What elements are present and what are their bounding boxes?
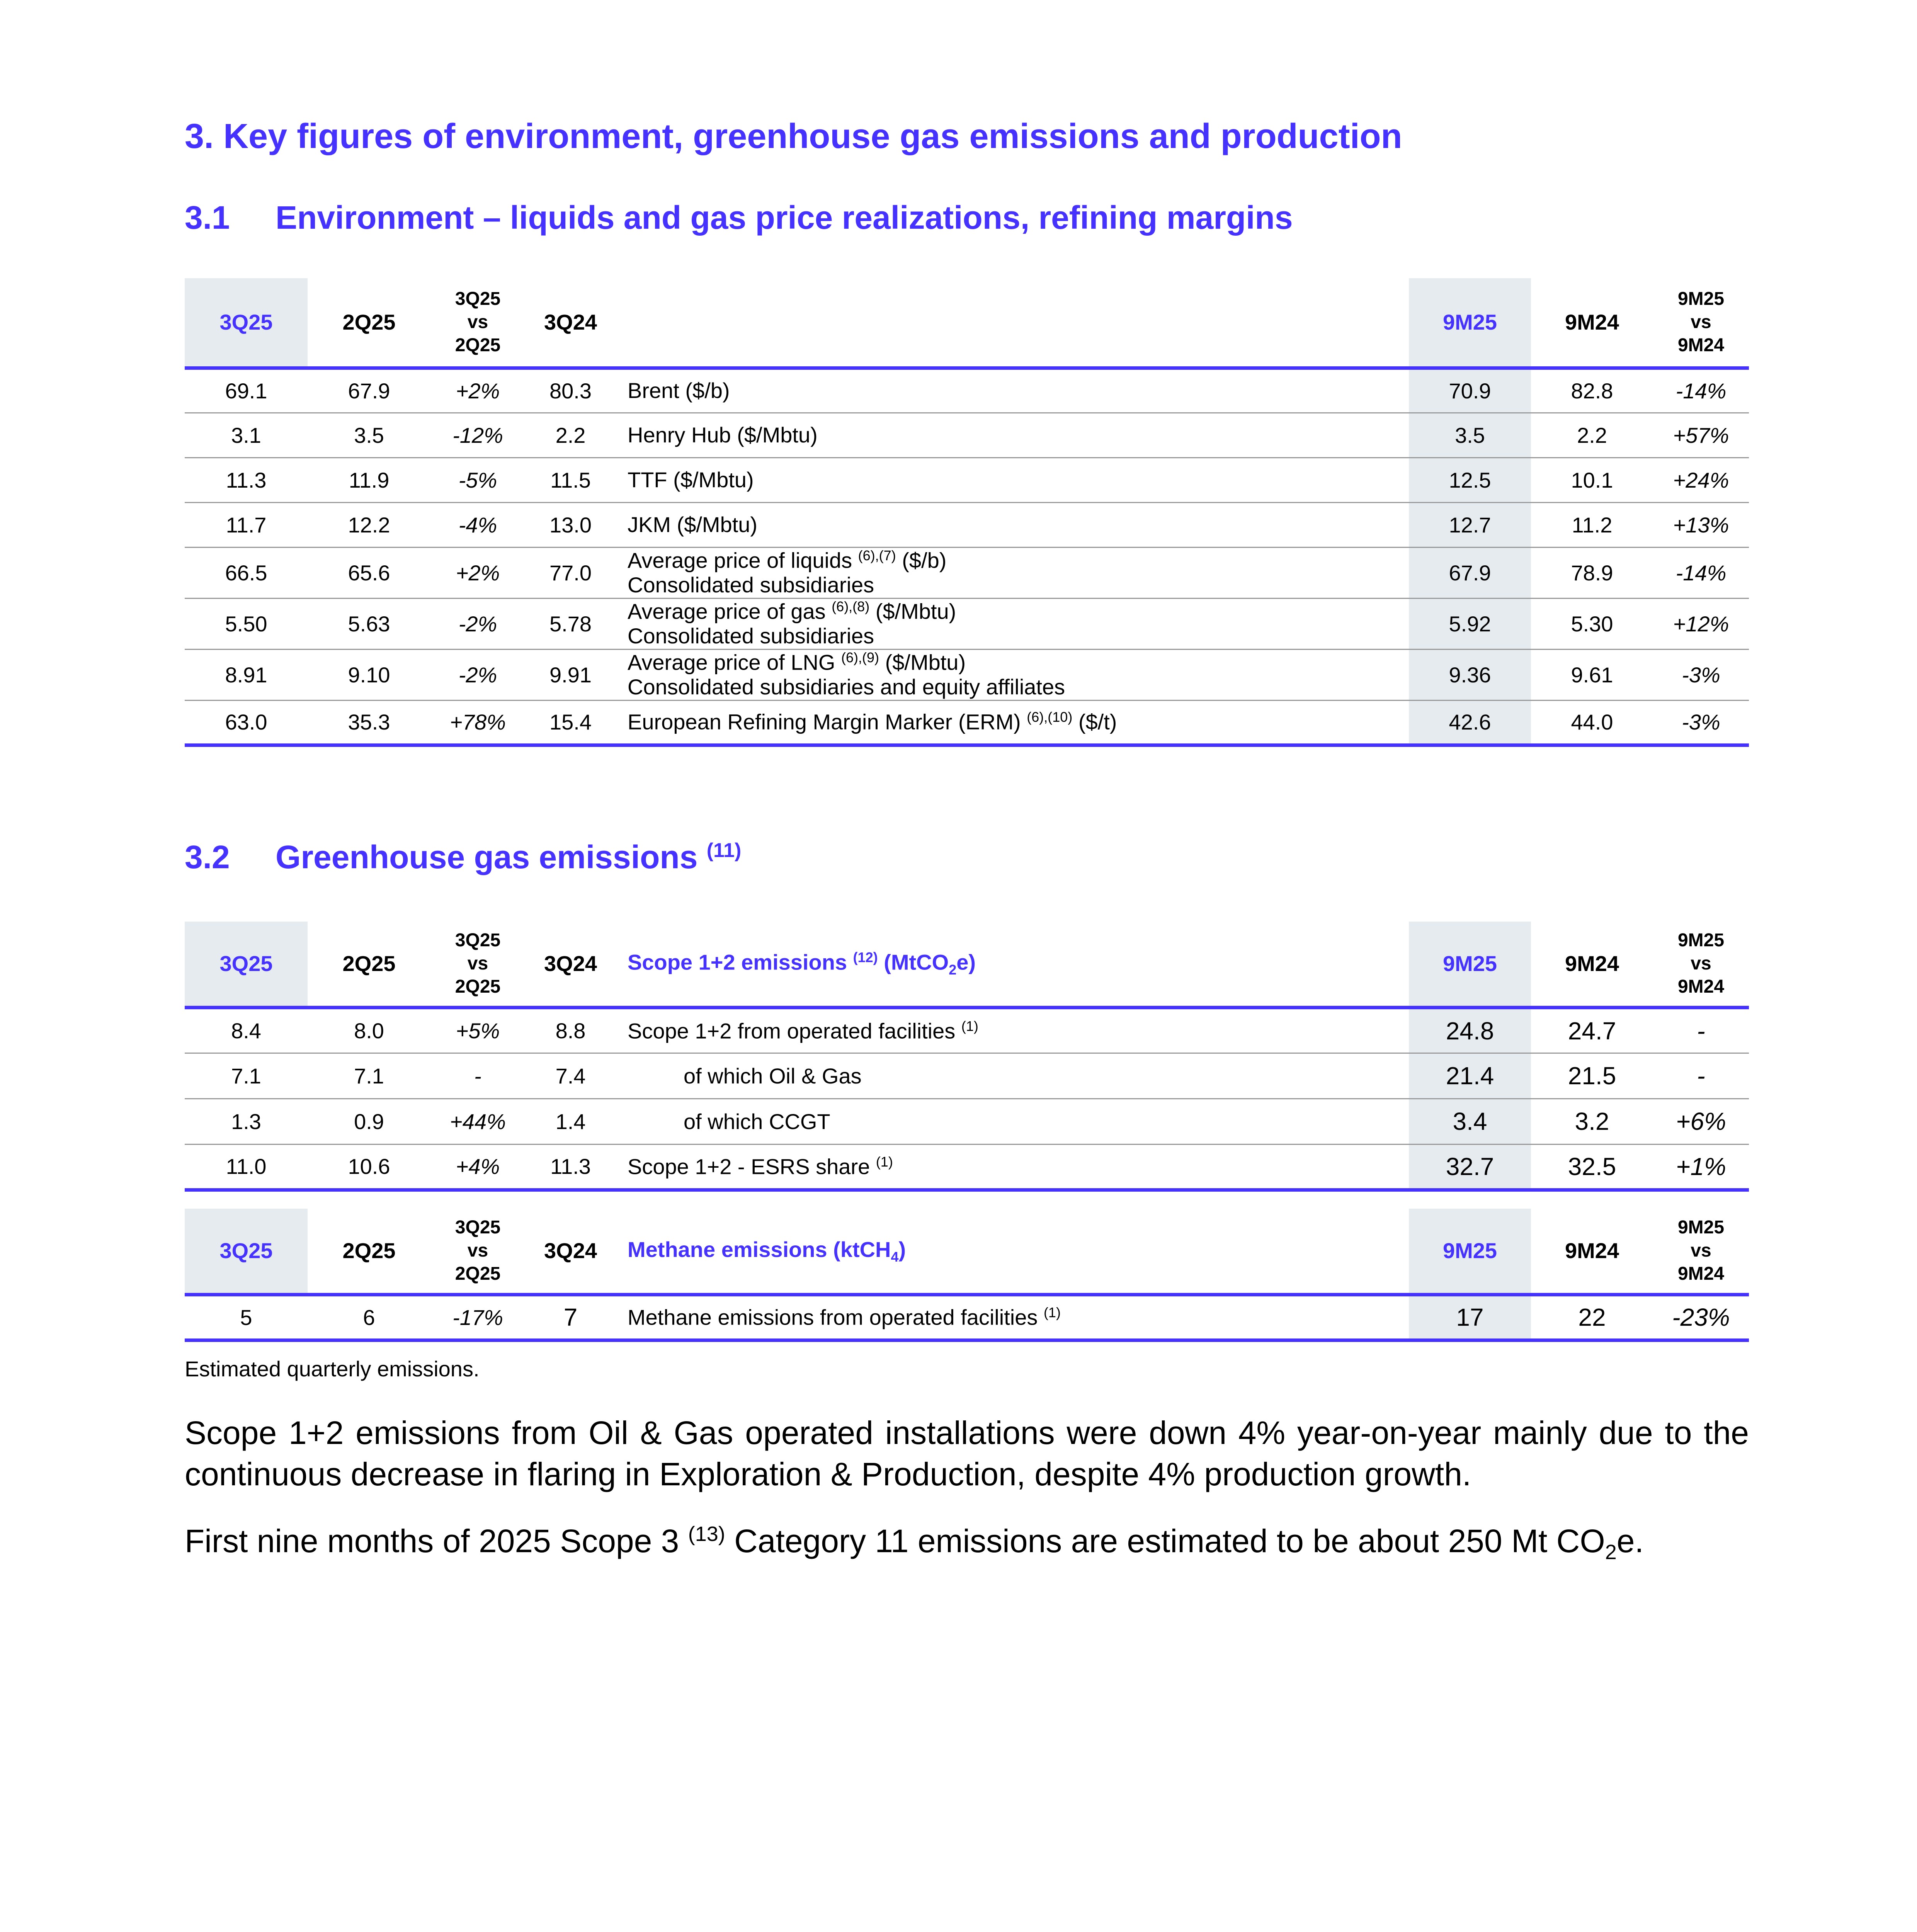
col-9m25-vs-9m24: 9M25 vs 9M24 xyxy=(1677,930,1725,997)
cell-2q25: 67.9 xyxy=(348,379,390,403)
cell-change-q: -2% xyxy=(458,611,497,636)
row-label: of which CCGT xyxy=(684,1109,830,1134)
cell-9m25: 9.36 xyxy=(1409,649,1531,700)
cell-9m24: 44.0 xyxy=(1571,710,1613,734)
cell-change-q: -4% xyxy=(458,512,497,537)
cell-9m25: 3.4 xyxy=(1409,1099,1531,1144)
cell-change-q: +4% xyxy=(456,1154,500,1179)
table-row: 5 6 -17% 7 Methane emissions from operated facilities $^{(1)}$ 17 22 -23% xyxy=(185,1294,1749,1340)
col-3q24: 3Q24 xyxy=(544,951,597,976)
col-9m24: 9M24 xyxy=(1565,951,1619,976)
cell-3q24: 9.91 xyxy=(549,662,592,687)
table-row xyxy=(185,457,1749,502)
cell-change-9m: - xyxy=(1697,1062,1705,1090)
table-header-row xyxy=(185,278,1749,368)
methane-header-row xyxy=(185,1209,1749,1294)
col-2q25: 2Q25 xyxy=(342,310,396,334)
environment-table xyxy=(185,278,1749,747)
ghg-table-body xyxy=(185,1007,1749,1190)
cell-2q25: 12.2 xyxy=(348,512,390,537)
cell-9m25: 21.4 xyxy=(1409,1053,1531,1099)
cell-3q25: 66.5 xyxy=(225,560,267,585)
cell-9m24: 10.1 xyxy=(1571,468,1613,492)
col-3q25-vs-2q25: 3Q25 vs 2Q25 xyxy=(455,288,501,355)
cell-9m25: 32.7 xyxy=(1409,1144,1531,1190)
section-text: Environment – liquids and gas price realizations, refining margins xyxy=(276,199,1293,236)
cell-3q24: 15.4 xyxy=(549,710,592,734)
row-label: Henry Hub ($/Mbtu) xyxy=(628,422,818,447)
col-3q25-vs-2q25: 3Q25 vs 2Q25 xyxy=(455,930,501,997)
table-row xyxy=(185,368,1749,413)
col-label xyxy=(616,278,1409,368)
cell-3q25: 7.1 xyxy=(231,1063,261,1088)
cell-2q25: 7.1 xyxy=(354,1063,384,1088)
cell-3q24: 1.4 xyxy=(555,1109,586,1134)
cell-9m24: 32.5 xyxy=(1568,1152,1616,1180)
table-row xyxy=(185,598,1749,649)
col-3q24: 3Q24 xyxy=(544,310,597,334)
table-row xyxy=(185,1053,1749,1099)
cell-3q25: 11.0 xyxy=(226,1154,267,1179)
cell-change-q: -12% xyxy=(452,423,503,447)
table-row xyxy=(185,649,1749,700)
cell-3q25: 8.91 xyxy=(225,662,267,687)
cell-9m25: 67.9 xyxy=(1409,547,1531,598)
row-label: Brent ($/b) xyxy=(628,378,730,403)
cell-3q25: 11.3 xyxy=(226,468,267,492)
cell-change-9m: +57% xyxy=(1673,423,1729,447)
cell-change-q: -2% xyxy=(458,662,497,687)
cell-3q25: 63.0 xyxy=(225,710,267,734)
cell-9m24: 9.61 xyxy=(1571,662,1613,687)
col-3q25: 3Q25 xyxy=(185,1209,308,1294)
table-row xyxy=(185,413,1749,457)
ghg-table xyxy=(185,922,1749,1192)
cell-9m24: 3.2 xyxy=(1575,1107,1609,1135)
table-row xyxy=(185,547,1749,598)
cell-3q24: 11.3 xyxy=(550,1154,591,1179)
cell-2q25: 8.0 xyxy=(354,1019,384,1043)
cell-9m24: 24.7 xyxy=(1568,1017,1616,1045)
cell-3q24: 7.4 xyxy=(555,1063,586,1088)
cell-2q25: 65.6 xyxy=(348,560,390,585)
row-label: Scope 1+2 - ESRS share $^{(1)}$ xyxy=(628,1153,893,1179)
estimated-note: Estimated quarterly emissions. xyxy=(185,1357,480,1381)
cell-change-9m: +13% xyxy=(1673,512,1729,537)
cell-9m25: 24.8 xyxy=(1409,1007,1531,1053)
col-2q25: 2Q25 xyxy=(342,1238,396,1263)
cell-9m24: 5.30 xyxy=(1571,611,1613,636)
cell-change-9m: -3% xyxy=(1682,662,1720,687)
cell-change-9m: -14% xyxy=(1675,560,1726,585)
col-9m24: 9M24 xyxy=(1565,310,1619,334)
cell-change-q: - xyxy=(474,1063,481,1088)
cell-9m25: 42.6 xyxy=(1409,700,1531,745)
col-3q24: 3Q24 xyxy=(544,1238,597,1263)
section-3-2-heading xyxy=(185,838,741,876)
cell-9m24: 82.8 xyxy=(1571,379,1613,403)
cell-9m25: 12.7 xyxy=(1409,502,1531,547)
cell-3q24: 13.0 xyxy=(549,512,592,537)
cell-3q25: 3.1 xyxy=(231,423,261,447)
methane-header-label: Methane emissions (ktCH$_4$) xyxy=(628,1237,906,1265)
cell-change-9m: +24% xyxy=(1673,468,1729,492)
col-9m25-vs-9m24: 9M25 vs 9M24 xyxy=(1677,288,1725,355)
cell-3q25: 5.50 xyxy=(225,611,267,636)
cell-3q24: 77.0 xyxy=(549,560,592,585)
section-number: 3.1 xyxy=(185,199,230,236)
col-2q25: 2Q25 xyxy=(342,951,396,976)
cell-2q25: 3.5 xyxy=(354,423,384,447)
methane-table xyxy=(185,1209,1749,1342)
row-label: Average price of liquids $^{(6),(7)}$ ($/b) Consolidated subsidiaries xyxy=(628,548,947,597)
paragraph-scope3: First nine months of 2025 Scope 3 $^{(13)}$ Category 11 emissions are estimated to be about 250 Mt $CO_2e$. xyxy=(185,1522,1644,1564)
col-9m25: 9M25 xyxy=(1409,1209,1531,1294)
col-9m25: 9M25 xyxy=(1409,278,1531,368)
table-row xyxy=(185,502,1749,547)
cell-change-9m: +1% xyxy=(1676,1152,1726,1180)
cell-3q24: 5.78 xyxy=(549,611,592,636)
cell-9m25: 5.92 xyxy=(1409,598,1531,649)
col-9m24: 9M24 xyxy=(1565,1238,1619,1263)
paragraph-scope12: Scope 1+2 emissions from Oil & Gas operated installations were down 4% year-on-year mainly due to the continuous decrease in flaring in Exploration & Production, despite 4% production growth. xyxy=(185,1415,1749,1492)
row-label: TTF ($/Mbtu) xyxy=(628,467,754,492)
col-3q25: 3Q25 xyxy=(185,278,308,368)
cell-change-9m: - xyxy=(1697,1017,1705,1045)
row-label: JKM ($/Mbtu) xyxy=(628,512,758,537)
section-3-1-heading xyxy=(185,199,1293,236)
cell-2q25: 0.9 xyxy=(354,1109,384,1134)
table-row xyxy=(185,1007,1749,1053)
table-row xyxy=(185,700,1749,745)
row-label: Scope 1+2 from operated facilities $^{(1)}$ xyxy=(628,1018,978,1043)
section-title: 3. Key figures of environment, greenhouse gas emissions and production xyxy=(185,117,1402,156)
ghg-header-label: Scope 1+2 emissions $^{(12)}$ (MtCO$_2$e) xyxy=(628,949,976,978)
cell-3q25: 1.3 xyxy=(231,1109,261,1134)
ghg-header-row xyxy=(185,922,1749,1007)
cell-change-9m: -14% xyxy=(1675,379,1726,403)
col-3q25-vs-2q25: 3Q25 vs 2Q25 xyxy=(455,1217,501,1284)
footnote-ref: (11) xyxy=(706,839,742,862)
col-3q25: 3Q25 xyxy=(185,922,308,1007)
cell-change-9m: +6% xyxy=(1676,1107,1726,1135)
col-9m25-vs-9m24: 9M25 vs 9M24 xyxy=(1677,1217,1725,1284)
cell-3q25: 8.4 xyxy=(231,1019,261,1043)
cell-change-q: +78% xyxy=(450,710,506,734)
cell-2q25: 9.10 xyxy=(348,662,390,687)
cell-2q25: 10.6 xyxy=(348,1154,390,1179)
cell-change-q: +2% xyxy=(456,379,500,403)
cell-2q25: 11.9 xyxy=(349,468,390,492)
cell-9m25: 12.5 xyxy=(1409,457,1531,502)
cell-change-9m: +12% xyxy=(1673,611,1729,636)
cell-3q25: 69.1 xyxy=(225,379,267,403)
row-label: of which Oil & Gas xyxy=(684,1063,862,1088)
cell-3q24: 8.8 xyxy=(555,1019,586,1043)
cell-2q25: 5.63 xyxy=(348,611,390,636)
cell-3q25: 11.7 xyxy=(226,512,267,537)
cell-9m24: 2.2 xyxy=(1577,423,1607,447)
cell-change-q: +44% xyxy=(450,1109,506,1134)
table-row xyxy=(185,1099,1749,1144)
cell-9m24: 78.9 xyxy=(1571,560,1613,585)
section-number: 3.2 xyxy=(185,839,230,875)
cell-9m24: 21.5 xyxy=(1568,1062,1616,1090)
cell-9m25: 3.5 xyxy=(1409,413,1531,457)
row-label: Average price of LNG $^{(6),(9)}$ ($/Mbtu) Consolidated subsidiaries and equity affiliates xyxy=(628,650,1065,699)
section-text: Greenhouse gas emissions xyxy=(276,839,698,875)
cell-change-q: +5% xyxy=(456,1019,500,1043)
cell-change-q: -5% xyxy=(458,468,497,492)
cell-3q24: 80.3 xyxy=(549,379,592,403)
col-9m25: 9M25 xyxy=(1409,922,1531,1007)
cell-3q24: 11.5 xyxy=(550,468,591,492)
row-label: Average price of gas $^{(6),(8)}$ ($/Mbtu) Consolidated subsidiaries xyxy=(628,599,956,648)
cell-9m24: 11.2 xyxy=(1572,512,1613,537)
row-label: European Refining Margin Marker (ERM) $^{(6),(10)}$ ($/t) xyxy=(628,709,1117,734)
cell-9m25: 70.9 xyxy=(1409,368,1531,413)
cell-3q24: 2.2 xyxy=(555,423,586,447)
cell-change-9m: -3% xyxy=(1682,710,1720,734)
environment-table-body xyxy=(185,368,1749,745)
table-row xyxy=(185,1144,1749,1190)
cell-2q25: 35.3 xyxy=(348,710,390,734)
cell-change-q: +2% xyxy=(456,560,500,585)
